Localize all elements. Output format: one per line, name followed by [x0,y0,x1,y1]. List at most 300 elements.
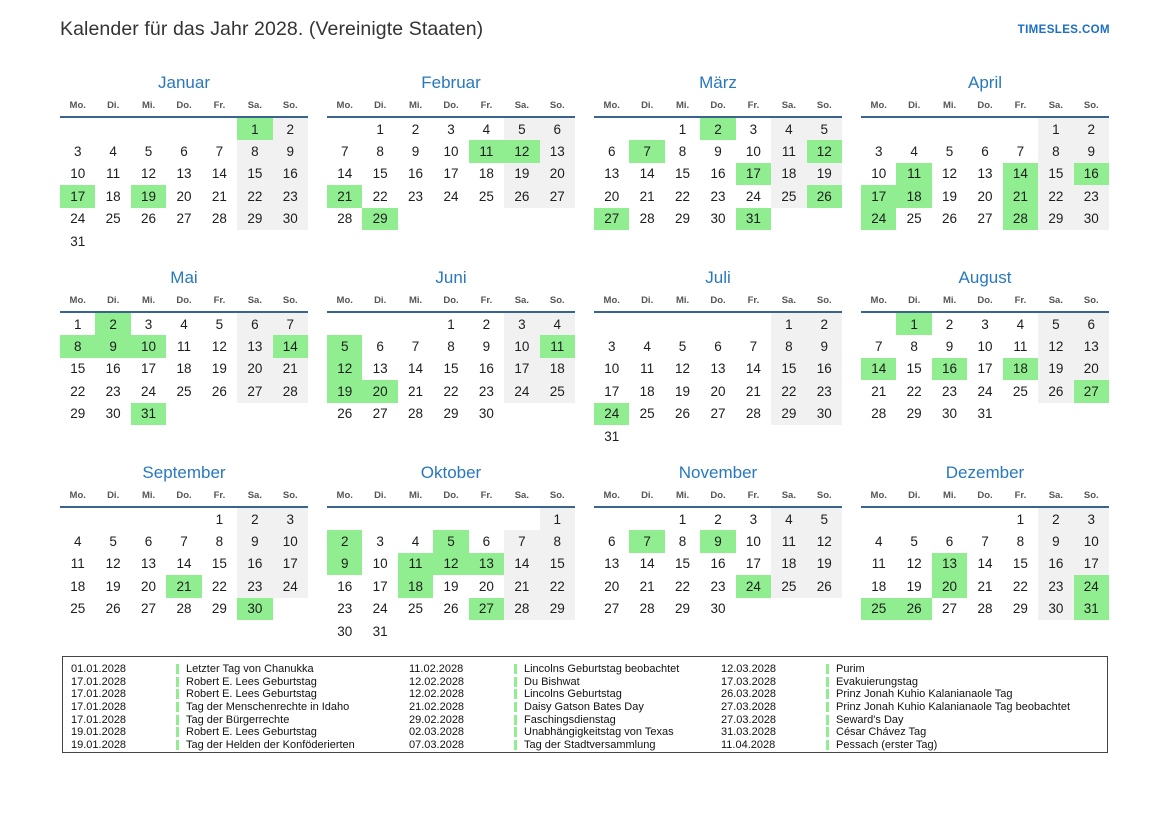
day-cell-empty [932,118,967,140]
day-cell: 1 [771,313,806,335]
weekday-label: Mo. [336,490,353,501]
day-cell: 18 [896,185,931,207]
day-cell: 6 [945,534,954,550]
day-cell: 8 [540,530,575,552]
day-cell: 14 [861,358,896,380]
day-cell: 3 [376,534,384,550]
day-cell-empty [433,620,468,642]
day-cell-empty [1074,425,1109,447]
page-header [60,18,1110,41]
day-cell: 26 [504,185,539,207]
day-cell: 5 [807,508,842,530]
day-cell: 19 [443,578,459,594]
day-cell: 11 [640,361,655,377]
day-cell: 18 [1003,358,1038,380]
day-cell-empty [896,508,931,530]
month-april [861,72,1109,255]
day-cell: 12 [105,556,121,572]
day-cell-empty [967,620,1002,642]
day-cell: 10 [372,556,388,572]
holiday-tick-icon [514,715,517,725]
day-cell: 11 [106,166,121,182]
day-cell: 17 [443,166,459,182]
day-cell: 15 [70,361,86,377]
day-cell-empty [932,508,967,530]
weekday-label: Mo. [69,295,86,306]
day-cell: 26 [105,601,121,617]
legend-date: 29.02.2028 [409,713,465,726]
day-cell-empty [469,208,504,230]
day-cell: 27 [710,406,726,422]
weekday-label: Do. [176,490,192,501]
day-cell: 15 [771,358,806,380]
day-cell-empty [967,230,1002,252]
weekday-label: Di. [908,295,921,306]
legend-date: 02.03.2028 [409,726,465,739]
day-cell: 18 [478,166,494,182]
day-cell: 3 [607,339,616,355]
day-cell-empty [273,425,308,447]
day-cell: 25 [540,380,575,402]
day-cell-empty [202,620,237,642]
day-cell: 22 [1012,578,1028,594]
weekday-label: Sa. [1048,295,1063,306]
day-cell-empty [504,403,539,425]
day-cell: 15 [211,556,227,572]
day-cell-empty [807,620,842,642]
day-grid [60,313,308,447]
weekday-label: Fr. [1014,490,1027,501]
day-cell: 18 [70,578,86,594]
weekday-label: Mo. [603,490,620,501]
legend-entry [409,676,721,689]
day-cell: 27 [942,601,958,617]
day-cell: 18 [639,383,655,399]
day-grid [327,313,575,447]
day-cell-empty [362,508,397,530]
day-cell: 25 [478,188,494,204]
day-cell: 22 [540,575,575,597]
day-cell: 4 [482,121,491,137]
weekday-label: Sa. [247,490,262,501]
day-cell: 7 [180,534,188,550]
day-cell-empty [237,230,272,252]
day-cell: 20 [141,578,157,594]
day-cell-empty [736,598,771,620]
day-cell-empty [1074,230,1109,252]
day-cell-empty [95,508,130,530]
day-cell: 20 [540,163,575,185]
day-cell: 15 [540,553,575,575]
day-cell-empty [202,403,237,425]
day-cell: 7 [273,313,308,335]
weekday-label: Di. [374,100,387,111]
day-cell: 13 [540,140,575,162]
day-cell: 10 [977,339,993,355]
holiday-name: César Chávez Tag [836,726,927,739]
day-cell: 26 [807,185,842,207]
day-cell: 25 [1012,383,1028,399]
holiday-tick-icon [176,740,179,750]
day-cell: 30 [807,403,842,425]
weekday-label: Mi. [408,295,423,306]
weekday-label: Sa. [1048,490,1063,501]
day-cell: 28 [639,601,655,617]
weekday-label: Mo. [336,100,353,111]
weekday-label: Di. [107,100,120,111]
day-cell: 4 [771,118,806,140]
day-cell: 14 [408,361,424,377]
legend-entry [409,713,721,726]
holiday-name: Prinz Jonah Kuhio Kalanianaole Tag beobachtet [836,701,1071,714]
day-cell: 30 [1038,598,1073,620]
day-cell: 16 [273,163,308,185]
month-juni [327,267,575,450]
day-cell: 15 [906,361,922,377]
day-cell: 7 [629,530,664,552]
day-cell-empty [861,313,896,335]
site-link[interactable]: TIMESLES.COM [1017,24,1110,36]
day-cell-empty [861,118,896,140]
holiday-name: Tag der Menschenrechte in Idaho [186,701,350,714]
day-cell: 14 [745,361,761,377]
holiday-tick-icon [176,715,179,725]
day-cell: 28 [639,211,655,227]
weekday-label: Mi. [408,100,423,111]
day-cell: 23 [408,188,424,204]
day-cell: 1 [1038,118,1073,140]
day-cell: 17 [736,163,771,185]
day-cell: 20 [1074,358,1109,380]
day-cell-empty [469,508,504,530]
weekday-label: Mi. [942,490,957,501]
month-juli [594,267,842,450]
holiday-name: Purim [836,663,865,676]
day-cell-empty [932,620,967,642]
day-cell: 15 [237,163,272,185]
weekday-label: Mo. [870,100,887,111]
day-cell-empty [896,620,931,642]
day-cell: 15 [443,361,459,377]
day-grid [594,508,842,642]
weekday-label: Mo. [870,490,887,501]
day-cell: 1 [237,118,272,140]
weekday-label: So. [816,100,832,111]
weekday-label: So. [549,295,565,306]
day-cell-empty [398,208,433,230]
day-cell: 6 [482,534,491,550]
day-cell: 15 [1012,556,1028,572]
day-cell: 29 [675,211,691,227]
day-cell: 17 [977,361,993,377]
day-cell-empty [594,230,629,252]
day-cell: 4 [109,144,117,160]
day-cell-empty [700,425,735,447]
legend-date: 01.01.2028 [71,663,127,676]
legend-date: 19.01.2028 [71,738,127,751]
day-cell-empty [1074,620,1109,642]
day-cell: 23 [337,601,353,617]
weekday-label: Sa. [514,295,529,306]
day-cell: 31 [604,428,620,444]
day-cell: 28 [408,406,424,422]
day-cell: 5 [910,534,918,550]
day-cell: 9 [327,553,362,575]
day-cell: 23 [273,185,308,207]
day-cell-empty [237,425,272,447]
day-cell: 19 [942,188,958,204]
day-cell: 13 [604,166,620,182]
day-cell: 25 [70,601,86,617]
legend-date: 17.01.2028 [71,675,127,688]
weekday-label: So. [1083,295,1099,306]
day-cell: 14 [176,556,192,572]
day-cell-empty [540,208,575,230]
day-cell-empty [131,425,166,447]
day-cell: 29 [70,406,86,422]
day-cell: 13 [932,553,967,575]
day-cell: 1 [447,316,455,332]
weekday-label: Sa. [514,490,529,501]
day-cell: 20 [478,578,494,594]
day-cell: 1 [678,511,687,527]
day-cell-empty [629,508,664,530]
day-cell: 20 [176,188,192,204]
day-cell-empty [166,230,201,252]
holiday-legend [62,656,1108,753]
weekday-label: Sa. [514,100,529,111]
day-grid [327,118,575,252]
weekday-label: Mo. [69,490,86,501]
day-cell: 6 [981,144,989,160]
weekday-label: So. [549,100,565,111]
weekday-row [594,490,842,508]
day-cell: 18 [398,575,433,597]
day-cell: 3 [144,316,153,332]
day-cell: 17 [372,578,388,594]
day-cell: 2 [700,118,735,140]
day-cell-empty [504,508,539,530]
day-cell-empty [95,230,130,252]
legend-date: 11.02.2028 [409,663,464,676]
legend-date: 12.02.2028 [409,675,465,688]
day-cell: 29 [211,601,227,617]
day-cell: 3 [1074,508,1109,530]
day-cell: 12 [433,553,468,575]
day-cell: 24 [1074,575,1109,597]
day-cell: 11 [1013,339,1028,355]
day-cell-empty [273,403,308,425]
weekday-label: Fr. [480,100,493,111]
month-title: Januar [158,73,210,92]
day-cell-empty [504,620,539,642]
day-cell: 17 [861,185,896,207]
day-cell: 12 [327,358,362,380]
day-cell: 21 [166,575,201,597]
day-cell: 16 [105,361,121,377]
day-grid [861,313,1109,447]
day-cell: 3 [749,121,758,137]
day-cell: 15 [675,556,691,572]
day-cell: 2 [1074,118,1109,140]
day-cell: 9 [1074,140,1109,162]
day-cell: 9 [1038,530,1073,552]
day-cell: 31 [372,623,388,639]
legend-entry [721,726,1107,739]
day-cell: 26 [896,598,931,620]
weekday-row [861,490,1109,508]
legend-entry [721,739,1107,752]
day-cell: 22 [70,383,86,399]
month-title: März [699,73,737,92]
day-cell: 30 [237,598,272,620]
day-cell: 5 [327,335,362,357]
weekday-label: Di. [641,295,654,306]
day-cell: 27 [237,380,272,402]
month-title: Dezember [945,463,1025,482]
holiday-tick-icon [826,702,829,712]
holiday-tick-icon [176,727,179,737]
day-cell: 4 [771,508,806,530]
day-cell-empty [540,230,575,252]
day-cell: 2 [273,118,308,140]
day-cell-empty [807,598,842,620]
day-cell-empty [896,118,931,140]
day-cell: 27 [372,406,388,422]
weekday-label: Di. [908,100,921,111]
holiday-name: Robert E. Lees Geburtstag [186,675,317,688]
holiday-tick-icon [514,689,517,699]
day-cell: 5 [504,118,539,140]
legend-entry [409,739,721,752]
day-cell: 7 [874,339,883,355]
day-cell: 29 [675,601,691,617]
day-cell: 23 [105,383,121,399]
weekday-label: Do. [443,100,459,111]
day-cell-empty [273,620,308,642]
day-cell: 4 [910,144,918,160]
month-dezember [861,462,1109,645]
day-cell: 2 [1038,508,1073,530]
day-cell: 15 [372,166,388,182]
day-cell-empty [1074,403,1109,425]
day-cell: 23 [478,383,494,399]
day-cell-empty [469,425,504,447]
day-cell: 27 [176,211,192,227]
day-cell: 29 [771,403,806,425]
day-cell: 8 [1016,534,1025,550]
day-cell: 24 [977,383,993,399]
month-title: November [678,463,758,482]
day-cell: 13 [977,166,993,182]
holiday-tick-icon [826,677,829,687]
day-cell: 29 [362,208,397,230]
day-cell: 27 [469,598,504,620]
day-cell: 6 [607,534,616,550]
day-cell-empty [95,118,130,140]
day-cell: 4 [1016,316,1025,332]
month-oktober [327,462,575,645]
day-cell: 17 [745,556,761,572]
weekday-label: Do. [977,100,993,111]
day-cell-empty [362,425,397,447]
day-cell-empty [398,230,433,252]
day-grid [60,508,308,642]
legend-date: 27.03.2028 [721,713,777,726]
day-cell: 15 [675,166,691,182]
day-cell: 7 [215,144,224,160]
month-title: August [958,268,1012,287]
legend-entry [409,701,721,714]
day-cell: 5 [215,316,224,332]
day-cell: 24 [141,383,157,399]
day-cell-empty [736,425,771,447]
day-cell: 19 [675,383,691,399]
month-title: September [142,463,226,482]
holiday-tick-icon [514,664,517,674]
day-cell: 4 [874,534,883,550]
day-cell: 17 [1074,553,1109,575]
day-cell: 11 [771,530,806,552]
day-cell: 15 [1038,163,1073,185]
day-cell: 13 [237,335,272,357]
day-cell: 29 [906,406,922,422]
legend-entry [409,726,721,739]
day-cell-empty [861,508,896,530]
day-cell: 3 [749,511,758,527]
day-cell: 3 [874,144,883,160]
day-cell: 6 [237,313,272,335]
day-cell: 16 [807,358,842,380]
day-cell: 5 [1038,313,1073,335]
day-cell-empty [1038,620,1073,642]
day-cell: 6 [376,339,384,355]
day-cell: 24 [70,211,86,227]
day-cell: 23 [807,380,842,402]
day-cell: 24 [861,208,896,230]
weekday-label: Fr. [480,295,493,306]
day-cell: 10 [604,361,620,377]
day-cell: 22 [906,383,922,399]
day-cell: 25 [861,598,896,620]
day-cell-empty [540,403,575,425]
month-januar [60,72,308,255]
day-cell: 11 [469,140,504,162]
day-cell: 9 [714,144,722,160]
day-cell-empty [1003,620,1038,642]
weekday-label: Mi. [675,100,690,111]
day-grid [594,118,842,252]
day-cell: 22 [771,380,806,402]
day-cell: 31 [1074,598,1109,620]
day-cell: 6 [180,144,188,160]
day-cell: 1 [896,313,931,335]
day-cell: 12 [504,140,539,162]
legend-date: 17.03.2028 [721,675,777,688]
day-cell: 18 [771,163,806,185]
day-cell: 1 [376,121,384,137]
day-cell-empty [1038,230,1073,252]
day-cell: 19 [105,578,121,594]
day-cell-empty [771,620,806,642]
day-cell-empty [327,230,362,252]
month-märz [594,72,842,255]
weekday-label: Sa. [781,295,796,306]
month-title: Mai [170,268,198,287]
day-cell: 27 [977,211,993,227]
day-cell: 1 [678,121,687,137]
day-cell: 8 [60,335,95,357]
